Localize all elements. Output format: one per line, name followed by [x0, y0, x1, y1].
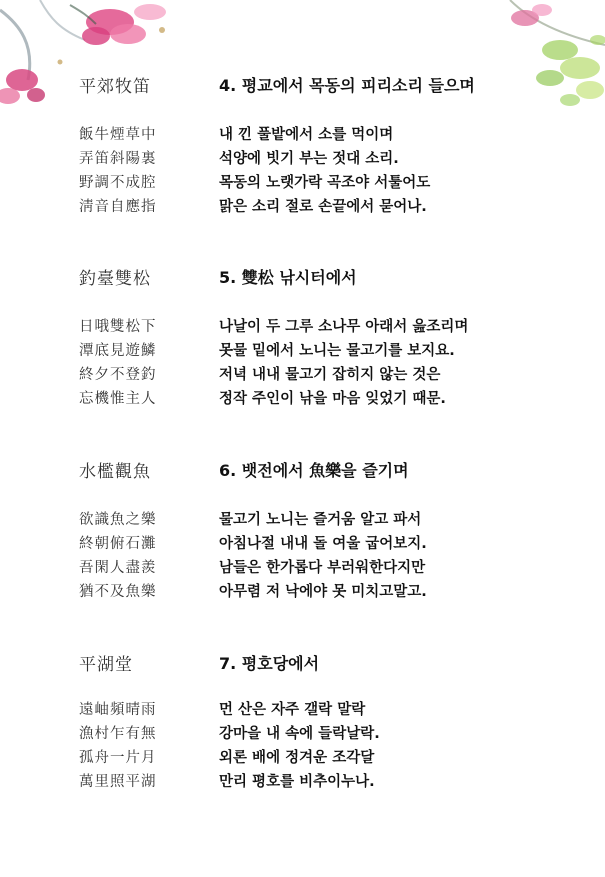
- poem-line-hanja: 終夕不登釣: [79, 367, 157, 383]
- poem-line-korean: 저녁 내내 물고기 잡히지 않는 것은: [219, 367, 441, 383]
- poem-line-hanja: 萬里照平湖: [79, 774, 157, 790]
- poem-line-hanja: 猶不及魚樂: [79, 584, 157, 600]
- poem-line-korean: 먼 산은 자주 갤락 말락: [219, 702, 366, 718]
- poem-line-hanja: 遠岫頻晴雨: [79, 702, 157, 718]
- poem-line-korean: 내 낀 풀밭에서 소를 먹이며: [219, 127, 394, 143]
- poem-line-korean: 못물 밑에서 노니는 물고기를 보지요.: [219, 343, 455, 359]
- poem-title-korean: 6. 뱃전에서 魚樂을 즐기며: [219, 461, 409, 480]
- poem-line-hanja: 忘機惟主人: [79, 391, 157, 407]
- poem-line-hanja: 日哦雙松下: [79, 319, 157, 335]
- poem-title-korean: 5. 雙松 낚시터에서: [219, 268, 357, 287]
- poem-line-hanja: 弄笛斜陽裏: [79, 151, 157, 167]
- poem-line-korean: 석양에 빗기 부는 젓대 소리.: [219, 151, 399, 167]
- poem-line-hanja: 吾閑人盡羨: [79, 560, 157, 576]
- poem-line-korean: 만리 평호를 비추이누나.: [219, 774, 375, 790]
- poem-title-hanja: 釣臺雙松: [79, 269, 151, 289]
- poem-line-hanja: 淸音自應指: [79, 199, 157, 215]
- poem-line-korean: 목동의 노랫가락 곡조야 서툴어도: [219, 175, 431, 191]
- poem-title-korean: 7. 평호당에서: [219, 654, 320, 673]
- poem-line-hanja: 孤舟一片月: [79, 750, 157, 766]
- leaf-decoration-right: [490, 0, 605, 110]
- poem-line-hanja: 終朝俯石灘: [79, 536, 157, 552]
- poem-line-korean: 강마을 내 속에 들락날락.: [219, 726, 380, 742]
- poem-line-hanja: 潭底見遊鱗: [79, 343, 157, 359]
- poem-title-hanja: 水檻觀魚: [79, 462, 151, 482]
- poem-line-korean: 물고기 노니는 즐거움 알고 파서: [219, 512, 422, 528]
- poem-line-hanja: 欲識魚之樂: [79, 512, 157, 528]
- poem-line-hanja: 野調不成腔: [79, 175, 157, 191]
- poem-line-korean: 나날이 두 그루 소나무 아래서 읊조리며: [219, 319, 469, 335]
- poem-line-korean: 아침나절 내내 돌 여울 굽어보지.: [219, 536, 427, 552]
- poem-line-hanja: 漁村乍有無: [79, 726, 157, 742]
- poem-title-hanja: 平湖堂: [79, 655, 133, 675]
- poem-line-korean: 정작 주인이 낚을 마음 잊었기 때문.: [219, 391, 446, 407]
- poem-title-korean: 4. 평교에서 목동의 피리소리 들으며: [219, 76, 475, 95]
- poem-line-hanja: 飯牛煙草中: [79, 127, 157, 143]
- poem-line-korean: 맑은 소리 절로 손끝에서 묻어나.: [219, 199, 427, 215]
- poem-line-korean: 남들은 한가롭다 부러워한다지만: [219, 560, 426, 576]
- poem-line-korean: 외론 배에 정겨운 조각달: [219, 750, 375, 766]
- poem-line-korean: 아무렴 저 낙에야 못 미치고말고.: [219, 584, 427, 600]
- poem-title-hanja: 平郊牧笛: [79, 77, 151, 97]
